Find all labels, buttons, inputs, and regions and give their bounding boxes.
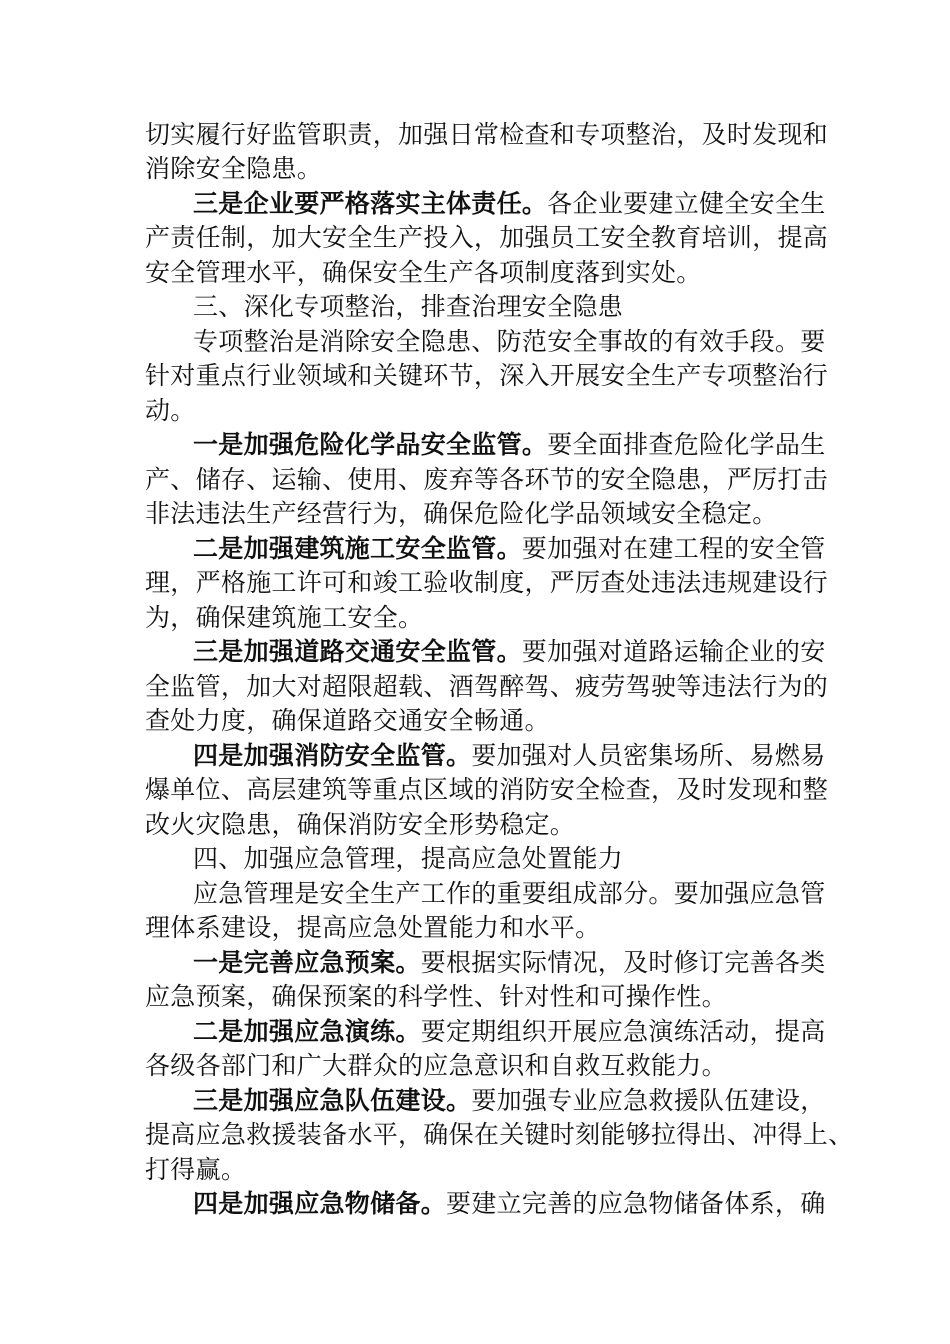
text-line: 爆单位、高层建筑等重点区域的消防安全检查，及时发现和整 <box>145 775 829 804</box>
bold-lead: 四是加强消防安全监管。 <box>193 741 472 770</box>
text-line: 专项整治是消除安全隐患、防范安全事故的有效手段。要 <box>193 327 826 356</box>
text-line: 二是加强建筑施工安全监管。要加强对在建工程的安全管 <box>193 534 826 563</box>
bold-lead: 三是企业要严格落实主体责任。 <box>193 189 548 218</box>
text-line: 安全管理水平，确保安全生产各项制度落到实处。 <box>145 258 702 287</box>
section-heading: 三、深化专项整治，排查治理安全隐患 <box>193 292 624 321</box>
text-line: 四是加强应急物储备。要建立完善的应急物储备体系，确 <box>193 1189 826 1218</box>
bold-lead: 一是完善应急预案。 <box>193 948 421 977</box>
text-line: 二是加强应急演练。要定期组织开展应急演练活动，提高 <box>193 1017 826 1046</box>
bold-lead: 二是加强应急演练。 <box>193 1017 421 1046</box>
text-line: 查处力度，确保道路交通安全畅通。 <box>145 706 550 735</box>
text-line: 打得赢。 <box>145 1155 247 1184</box>
bold-lead: 一是加强危险化学品安全监管。 <box>193 430 548 459</box>
text-line: 三是企业要严格落实主体责任。各企业要建立健全安全生 <box>193 189 826 218</box>
text-line: 三是加强道路交通安全监管。要加强对道路运输企业的安 <box>193 637 826 666</box>
bold-lead: 三是加强道路交通安全监管。 <box>193 637 522 666</box>
text-line: 一是完善应急预案。要根据实际情况，及时修订完善各类 <box>193 948 826 977</box>
bold-lead: 二是加强建筑施工安全监管。 <box>193 534 522 563</box>
text-line: 动。 <box>145 396 196 425</box>
bold-lead: 三是加强应急队伍建设。 <box>193 1086 472 1115</box>
text-line: 消除安全隐患。 <box>145 154 323 183</box>
text-line: 各级各部门和广大群众的应急意识和自救互救能力。 <box>145 1051 727 1080</box>
text-line: 应急管理是安全生产工作的重要组成部分。要加强应急管 <box>193 879 826 908</box>
text-line: 改火灾隐患，确保消防安全形势稳定。 <box>145 810 576 839</box>
text-line: 全监管，加大对超限超载、酒驾醉驾、疲劳驾驶等违法行为的 <box>145 672 829 701</box>
section-heading: 四、加强应急管理，提高应急处置能力 <box>193 844 624 873</box>
bold-lead: 四是加强应急物储备。 <box>193 1189 447 1218</box>
text-line: 理体系建设，提高应急处置能力和水平。 <box>145 913 601 942</box>
text-line: 提高应急救援装备水平，确保在关键时刻能够拉得出、冲得上、 <box>145 1120 854 1149</box>
text-line: 切实履行好监管职责，加强日常检查和专项整治，及时发现和 <box>145 120 829 149</box>
text-line: 针对重点行业领域和关键环节，深入开展安全生产专项整治行 <box>145 361 829 390</box>
text-line: 产、储存、运输、使用、废弃等各环节的安全隐患，严厉打击 <box>145 465 829 494</box>
text-line: 理，严格施工许可和竣工验收制度，严厉查处违法违规建设行 <box>145 568 829 597</box>
text-line: 四是加强消防安全监管。要加强对人员密集场所、易燃易 <box>193 741 826 770</box>
text-line: 一是加强危险化学品安全监管。要全面排查危险化学品生 <box>193 430 826 459</box>
text-line: 产责任制，加大安全生产投入，加强员工安全教育培训，提高 <box>145 223 829 252</box>
text-line: 为，确保建筑施工安全。 <box>145 603 424 632</box>
text-line: 应急预案，确保预案的科学性、针对性和可操作性。 <box>145 982 727 1011</box>
text-line: 三是加强应急队伍建设。要加强专业应急救援队伍建设， <box>193 1086 826 1115</box>
text-line: 非法违法生产经营行为，确保危险化学品领域安全稳定。 <box>145 499 778 528</box>
